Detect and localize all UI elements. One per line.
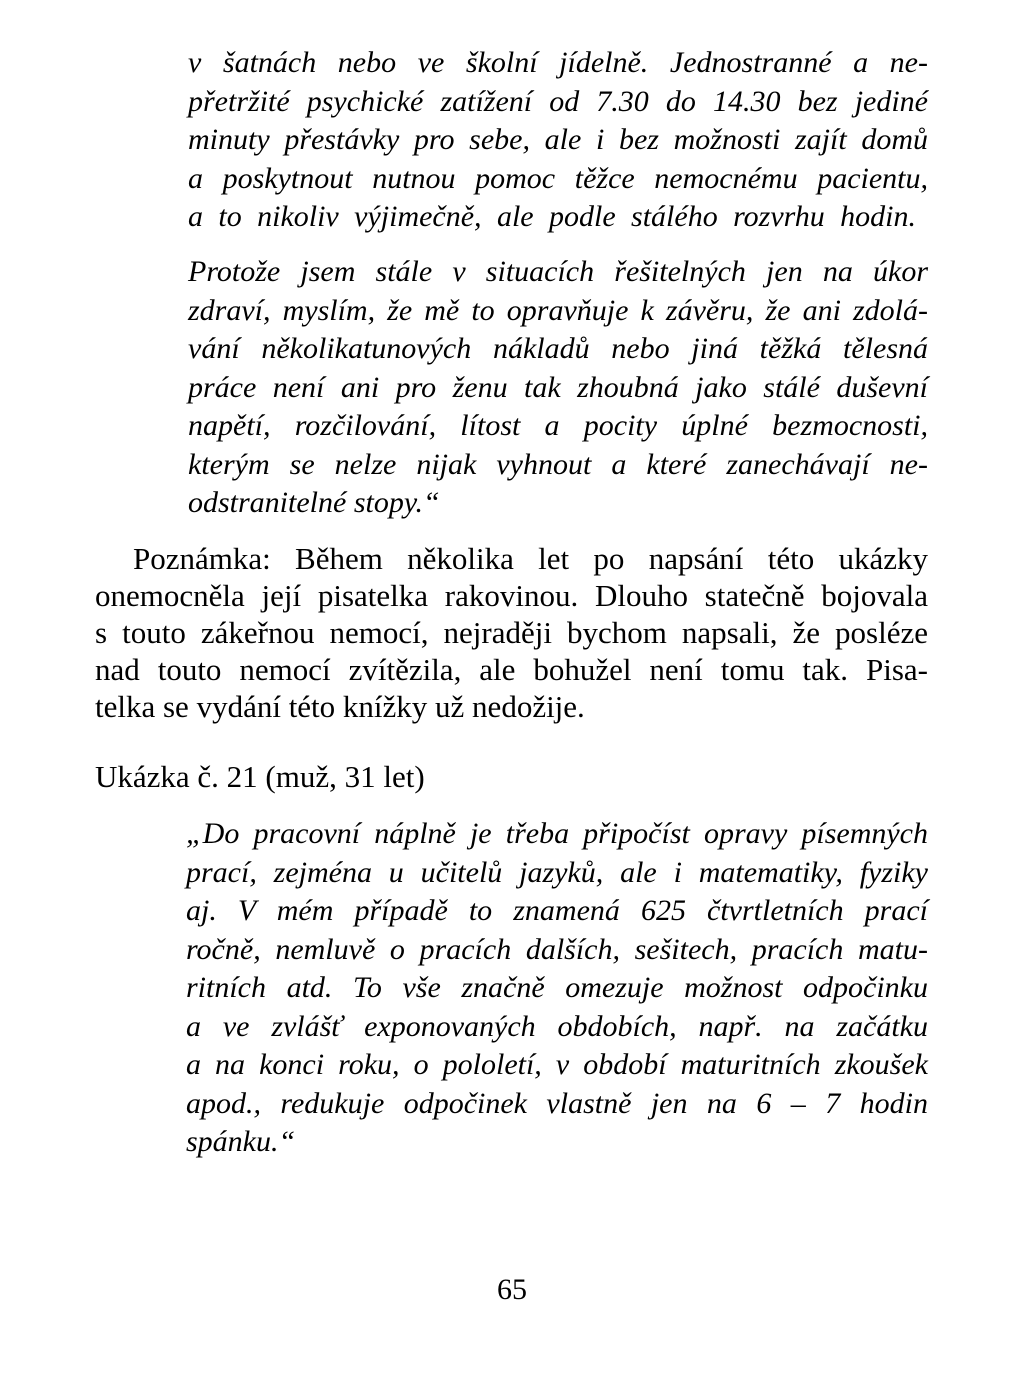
paragraph-2-line: kterým se nelze nijak vyhnout a které zanechávají ne- <box>188 447 928 481</box>
page-number: 65 <box>497 1273 527 1306</box>
paragraph-1-line: minuty přestávky pro sebe, ale i bez možnosti zajít domů <box>188 123 928 156</box>
note-paragraph <box>95 540 928 725</box>
paragraph-3-line: aj. V mém případě to znamená 625 čtvrtletních prací <box>186 894 928 927</box>
paragraph-2-line: vání několikatunových nákladů nebo jiná těžká tělesná <box>188 332 928 365</box>
paragraph-3-line: prací, zejména u učitelů jazyků, ale i matematiky, fyziky <box>186 855 928 889</box>
sample-heading: Ukázka č. 21 (muž, 31 let) <box>95 759 425 794</box>
note-line: telka se vydání této knížky už nedožije. <box>95 689 585 724</box>
paragraph-3-line: spánku.“ <box>186 1125 296 1158</box>
paragraph-1-line: a poskytnout nutnou pomoc těžce nemocnému pacientu, <box>188 161 928 195</box>
note-line: s touto zákeřnou nemocí, nejraději bychom napsali, že posléze <box>95 615 928 650</box>
paragraph-1-line: přetržité psychické zatížení od 7.30 do 14.30 bez jediné <box>188 84 928 118</box>
paragraph-3-line: ritních atd. To vše značně omezuje možnost odpočinku <box>186 971 928 1004</box>
paragraph-1-line: v šatnách nebo ve školní jídelně. Jednostranné a ne- <box>188 46 928 79</box>
paragraph-1-line: a to nikoliv výjimečně, ale podle stálého rozvrhu hodin. <box>188 200 916 233</box>
paragraph-3-line: a ve zvlášť exponovaných obdobích, např. na začátku <box>186 1009 928 1043</box>
paragraph-2-line: zdraví, myslím, že mě to opravňuje k závěru, že ani zdolá- <box>188 293 928 327</box>
note-line: Poznámka: Během několika let po napsání této ukázky <box>133 541 928 576</box>
paragraph-3-line: „Do pracovní náplně je třeba připočíst opravy písemných <box>186 817 928 850</box>
paragraph-3-line: a na konci roku, o pololetí, v období maturitních zkoušek <box>186 1048 928 1081</box>
note-line: nad touto nemocí zvítězila, ale bohužel není tomu tak. Pisa- <box>95 652 928 687</box>
paragraph-2-line: práce není ani pro ženu tak zhoubná jako stálé duševní <box>188 370 928 404</box>
paragraph-2 <box>188 253 928 523</box>
note-line: onemocněla její pisatelka rakovinou. Dlouho statečně bojovala <box>95 578 928 613</box>
paragraph-2-line: Protože jsem stále v situacích řešitelných jen na úkor <box>188 255 928 288</box>
paragraph-2-line: napětí, rozčilování, lítost a pocity úplné bezmocnosti, <box>188 409 928 442</box>
paragraph-1 <box>188 44 928 237</box>
paragraph-2-line: odstranitelné stopy.“ <box>188 486 440 519</box>
paragraph-3 <box>186 815 928 1162</box>
paragraph-3-line: apod., redukuje odpočinek vlastně jen na 6 – 7 hodin <box>186 1086 928 1120</box>
paragraph-3-line: ročně, nemluvě o pracích dalších, sešitech, pracích matu- <box>186 932 928 966</box>
